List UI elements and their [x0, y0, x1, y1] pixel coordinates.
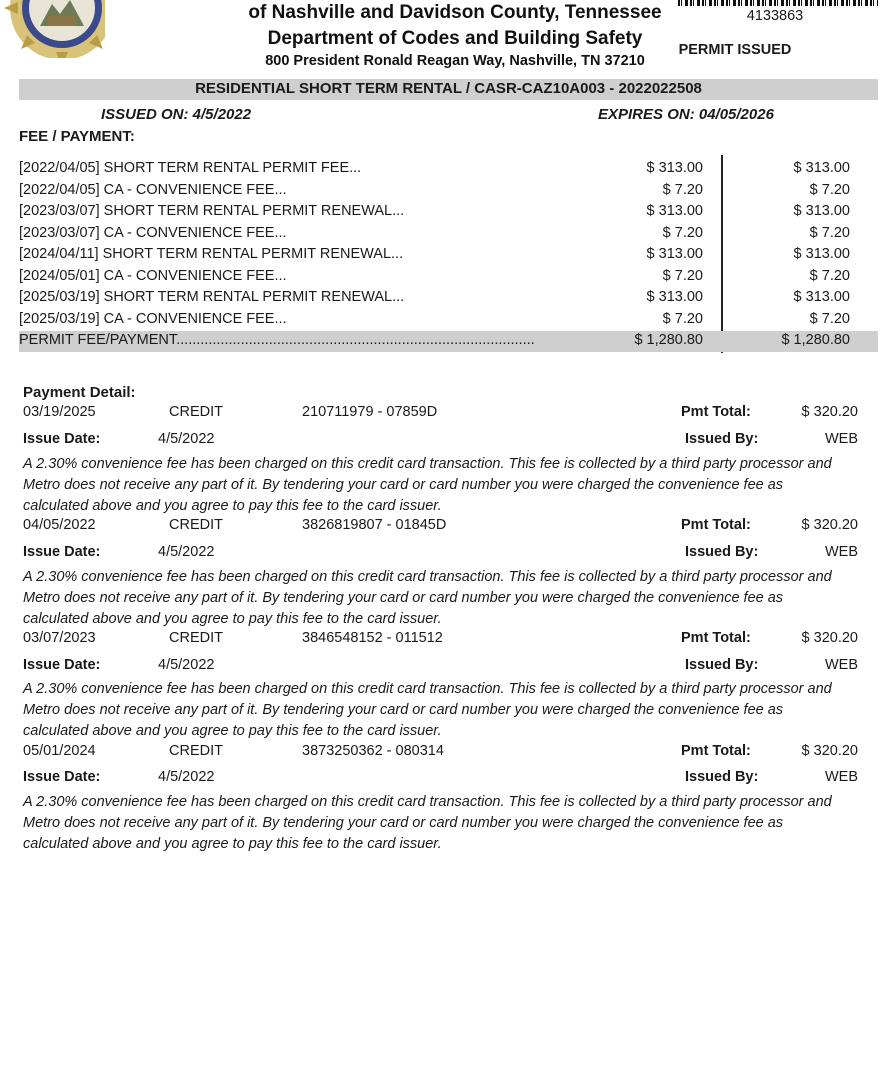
fee-paid: $ 7.20: [809, 310, 850, 327]
fee-amount: $ 7.20: [662, 224, 703, 241]
barcode: [678, 0, 878, 6]
fee-amount: $ 313.00: [646, 203, 703, 219]
barcode-number: 4133863: [746, 8, 804, 24]
payment-method: CREDIT: [169, 517, 223, 533]
header-title-line1: of Nashville and Davidson County, Tennessee: [248, 2, 662, 23]
fee-description: [2025/03/19] SHORT TERM RENTAL PERMIT RENEWAL...: [19, 289, 405, 305]
fee-paid: $ 313.00: [793, 160, 850, 176]
issue-date: 4/5/2022: [158, 431, 215, 447]
payment-total: $ 320.20: [801, 517, 858, 533]
payment-total-label: Pmt Total:: [681, 404, 751, 420]
metro-seal-logo: [0, 0, 105, 58]
fee-total-paid: $ 1,280.80: [781, 332, 850, 348]
fee-description: [2024/05/01] CA - CONVENIENCE FEE...: [19, 267, 287, 284]
convenience-fee-note: A 2.30% convenience fee has been charged on this credit card transaction. This fee is collected by a third party processor and Metro does not receive any part of it. By tendering your card or card number you were charged the convenience fee as calculated above and you agree to pay this fee to the card issuer.: [23, 569, 832, 627]
issue-date-label: Issue Date:: [23, 769, 101, 785]
issued-by-label: Issued By:: [685, 544, 759, 560]
payment-total-label: Pmt Total:: [681, 517, 751, 533]
fee-description: [2023/03/07] CA - CONVENIENCE FEE...: [19, 224, 287, 241]
fee-description: [2022/04/05] SHORT TERM RENTAL PERMIT FEE...: [19, 160, 362, 176]
fee-row: [19, 180, 878, 202]
permit-status: PERMIT ISSUED: [678, 42, 792, 58]
header-address: 800 President Ronald Reagan Way, Nashville, TN 37210: [265, 53, 645, 69]
payment-total: $ 320.20: [801, 404, 858, 420]
fee-amount: $ 313.00: [646, 246, 703, 262]
fee-amount: $ 7.20: [662, 310, 703, 327]
fee-description: [2024/04/11] SHORT TERM RENTAL PERMIT RENEWAL...: [19, 246, 404, 262]
convenience-fee-note: A 2.30% convenience fee has been charged on this credit card transaction. This fee is collected by a third party processor and Metro does not receive any part of it. By tendering your card or card number you were charged the convenience fee as calculated above and you agree to pay this fee to the card issuer.: [23, 456, 832, 514]
issue-date: 4/5/2022: [158, 657, 215, 673]
issue-date: 4/5/2022: [158, 544, 215, 560]
payment-total: $ 320.20: [801, 630, 858, 646]
payment-reference: 210711979 - 07859D: [302, 404, 438, 420]
payment-method: CREDIT: [169, 743, 223, 759]
fee-paid: $ 7.20: [809, 224, 850, 241]
fee-payment-heading: FEE / PAYMENT:: [19, 128, 135, 145]
issue-date-label: Issue Date:: [23, 431, 101, 447]
fee-amount: $ 313.00: [646, 289, 703, 305]
permit-title: RESIDENTIAL SHORT TERM RENTAL / CASR-CAZ10A003 - 2022022508: [195, 80, 702, 97]
payment-method: CREDIT: [169, 630, 223, 646]
issued-by-label: Issued By:: [685, 657, 759, 673]
fee-row: [19, 309, 878, 331]
issued-by: WEB: [824, 431, 858, 447]
payment-total-label: Pmt Total:: [681, 630, 751, 646]
fee-paid: $ 313.00: [793, 203, 850, 219]
issued-by-label: Issued By:: [685, 431, 759, 447]
issued-by: WEB: [824, 657, 858, 673]
payment-reference: 3846548152 - 011512: [302, 630, 443, 646]
payment-date: 05/01/2024: [23, 743, 96, 759]
fee-row: [19, 244, 878, 266]
payment-date: 04/05/2022: [23, 517, 96, 533]
fee-description: [2025/03/19] CA - CONVENIENCE FEE...: [19, 310, 287, 327]
issued-on: ISSUED ON: 4/5/2022: [101, 106, 252, 123]
fee-amount: $ 7.20: [662, 181, 703, 198]
fee-description: [2023/03/07] SHORT TERM RENTAL PERMIT RENEWAL...: [19, 203, 405, 219]
issue-date-label: Issue Date:: [23, 657, 101, 673]
payment-total-label: Pmt Total:: [681, 743, 751, 759]
payment-reference: 3826819807 - 01845D: [302, 517, 447, 533]
payment-date: 03/19/2025: [23, 404, 96, 420]
convenience-fee-note: A 2.30% convenience fee has been charged on this credit card transaction. This fee is collected by a third party processor and Metro does not receive any part of it. By tendering your card or card number you were charged the convenience fee as calculated above and you agree to pay this fee to the card issuer.: [23, 794, 832, 852]
fee-amount: $ 313.00: [646, 160, 703, 176]
payment-detail-heading: Payment Detail:: [23, 384, 136, 401]
fee-row: [19, 158, 878, 180]
fee-paid: $ 7.20: [809, 267, 850, 284]
issue-date: 4/5/2022: [158, 769, 215, 785]
payment-total: $ 320.20: [801, 743, 858, 759]
fee-row: [19, 223, 878, 245]
issued-by-label: Issued By:: [685, 769, 759, 785]
issue-date-label: Issue Date:: [23, 544, 101, 560]
header-title-line2: Department of Codes and Building Safety: [267, 28, 643, 49]
fee-paid: $ 313.00: [793, 289, 850, 305]
fee-paid: $ 7.20: [809, 181, 850, 198]
payment-method: CREDIT: [169, 404, 223, 420]
issued-by: WEB: [824, 544, 858, 560]
fee-total-amount: $ 1,280.80: [634, 332, 703, 348]
fee-paid: $ 313.00: [793, 246, 850, 262]
fee-description: [2022/04/05] CA - CONVENIENCE FEE...: [19, 181, 287, 198]
fee-row: [19, 266, 878, 288]
payment-date: 03/07/2023: [23, 630, 96, 646]
fee-total-description: PERMIT FEE/PAYMENT.........................................................................................: [19, 332, 535, 348]
fee-total-row: [19, 330, 878, 352]
fee-row: [19, 287, 878, 309]
issued-by: WEB: [824, 769, 858, 785]
payment-reference: 3873250362 - 080314: [302, 743, 444, 759]
fee-row: [19, 201, 878, 223]
expires-on: EXPIRES ON: 04/05/2026: [598, 106, 774, 123]
convenience-fee-note: A 2.30% convenience fee has been charged on this credit card transaction. This fee is collected by a third party processor and Metro does not receive any part of it. By tendering your card or card number you were charged the convenience fee as calculated above and you agree to pay this fee to the card issuer.: [23, 681, 832, 739]
fee-amount: $ 7.20: [662, 267, 703, 284]
